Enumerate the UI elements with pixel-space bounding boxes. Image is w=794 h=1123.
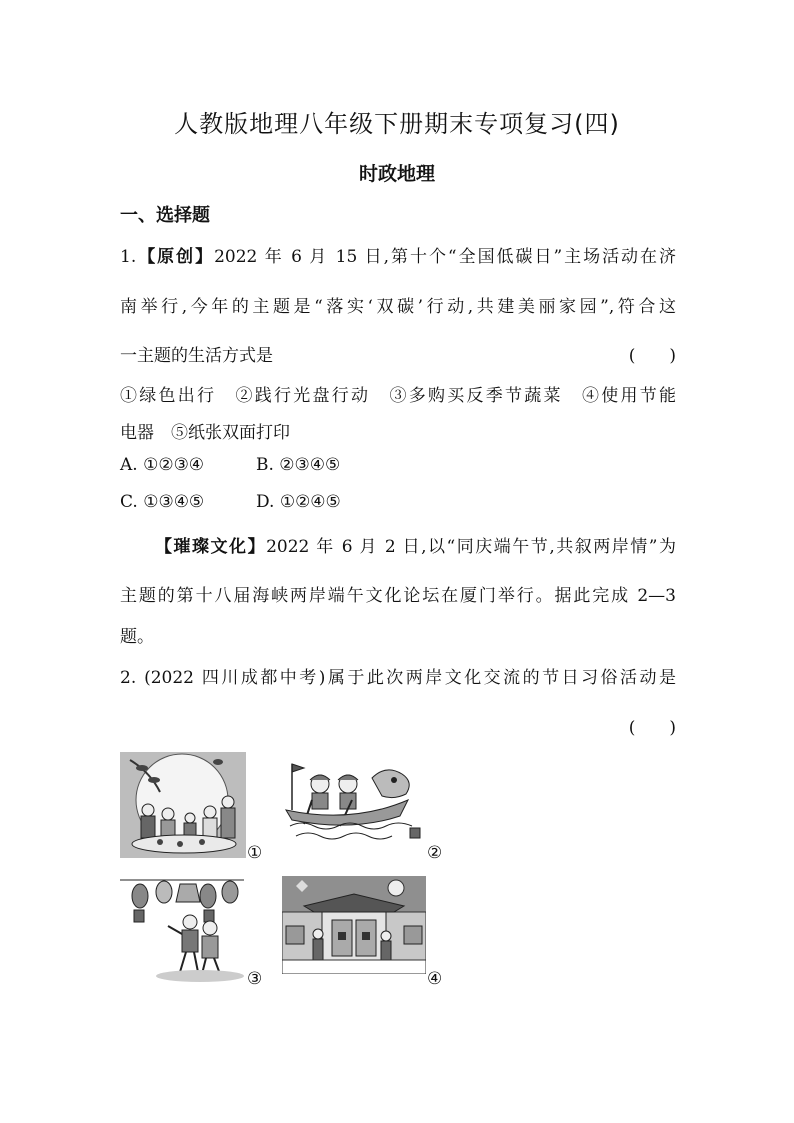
spring-couplets-gate-illustration: [282, 876, 426, 974]
q1-number: 1.: [120, 247, 137, 267]
q1-line-1: [120, 242, 676, 267]
q2-answer-paren: ( ): [628, 718, 676, 738]
page-title: 人教版地理八年级下册期末专项复习(四): [174, 110, 620, 138]
passage-tag: 【璀璨文化】: [155, 537, 267, 557]
figure-label-1: ①: [247, 843, 263, 863]
section-heading: 一、选择题: [120, 205, 210, 226]
passage-text-1: 2022 年 6 月 2 日,以“同庆端午节,共叙两岸情”为: [266, 537, 677, 557]
passage-line-1: [155, 532, 676, 557]
lantern-festival-illustration: [120, 876, 244, 984]
passage-line-3: 题。: [120, 627, 154, 647]
q1-line-2: 南举行,今年的主题是“落实‘双碳’行动,共建美丽家园”,符合这: [120, 297, 676, 317]
q1-text-1: 2022 年 6 月 15 日,第十个“全国低碳日”主场活动在济: [214, 247, 677, 267]
moon-family-dinner-illustration: [120, 752, 246, 858]
dragon-boat-illustration: [282, 760, 424, 846]
q1-items-line-2: 电器 ⑤纸张双面打印: [120, 423, 290, 443]
q1-option-c: C. ①③④⑤: [120, 492, 205, 512]
q1-items-line-1: ①绿色出行 ②践行光盘行动 ③多购买反季节蔬菜 ④使用节能: [120, 386, 676, 406]
q1-option-d: D. ①②④⑤: [256, 492, 341, 512]
q1-tag: 【原创】: [136, 247, 215, 267]
q1-answer-paren: ( ): [628, 346, 676, 366]
figure-label-2: ②: [427, 843, 443, 863]
q1-line-3: 一主题的生活方式是: [120, 346, 273, 366]
passage-line-2: 主题的第十八届海峡两岸端午文化论坛在厦门举行。据此完成 2—3: [120, 586, 676, 606]
q2-line-1: 2. (2022 四川成都中考)属于此次两岸文化交流的节日习俗活动是: [120, 668, 676, 688]
page-subtitle: 时政地理: [358, 163, 435, 185]
q1-option-b: B. ②③④⑤: [256, 455, 341, 475]
figure-label-4: ④: [427, 969, 443, 989]
q1-option-a: A. ①②③④: [120, 455, 205, 475]
figure-label-3: ③: [247, 969, 263, 989]
